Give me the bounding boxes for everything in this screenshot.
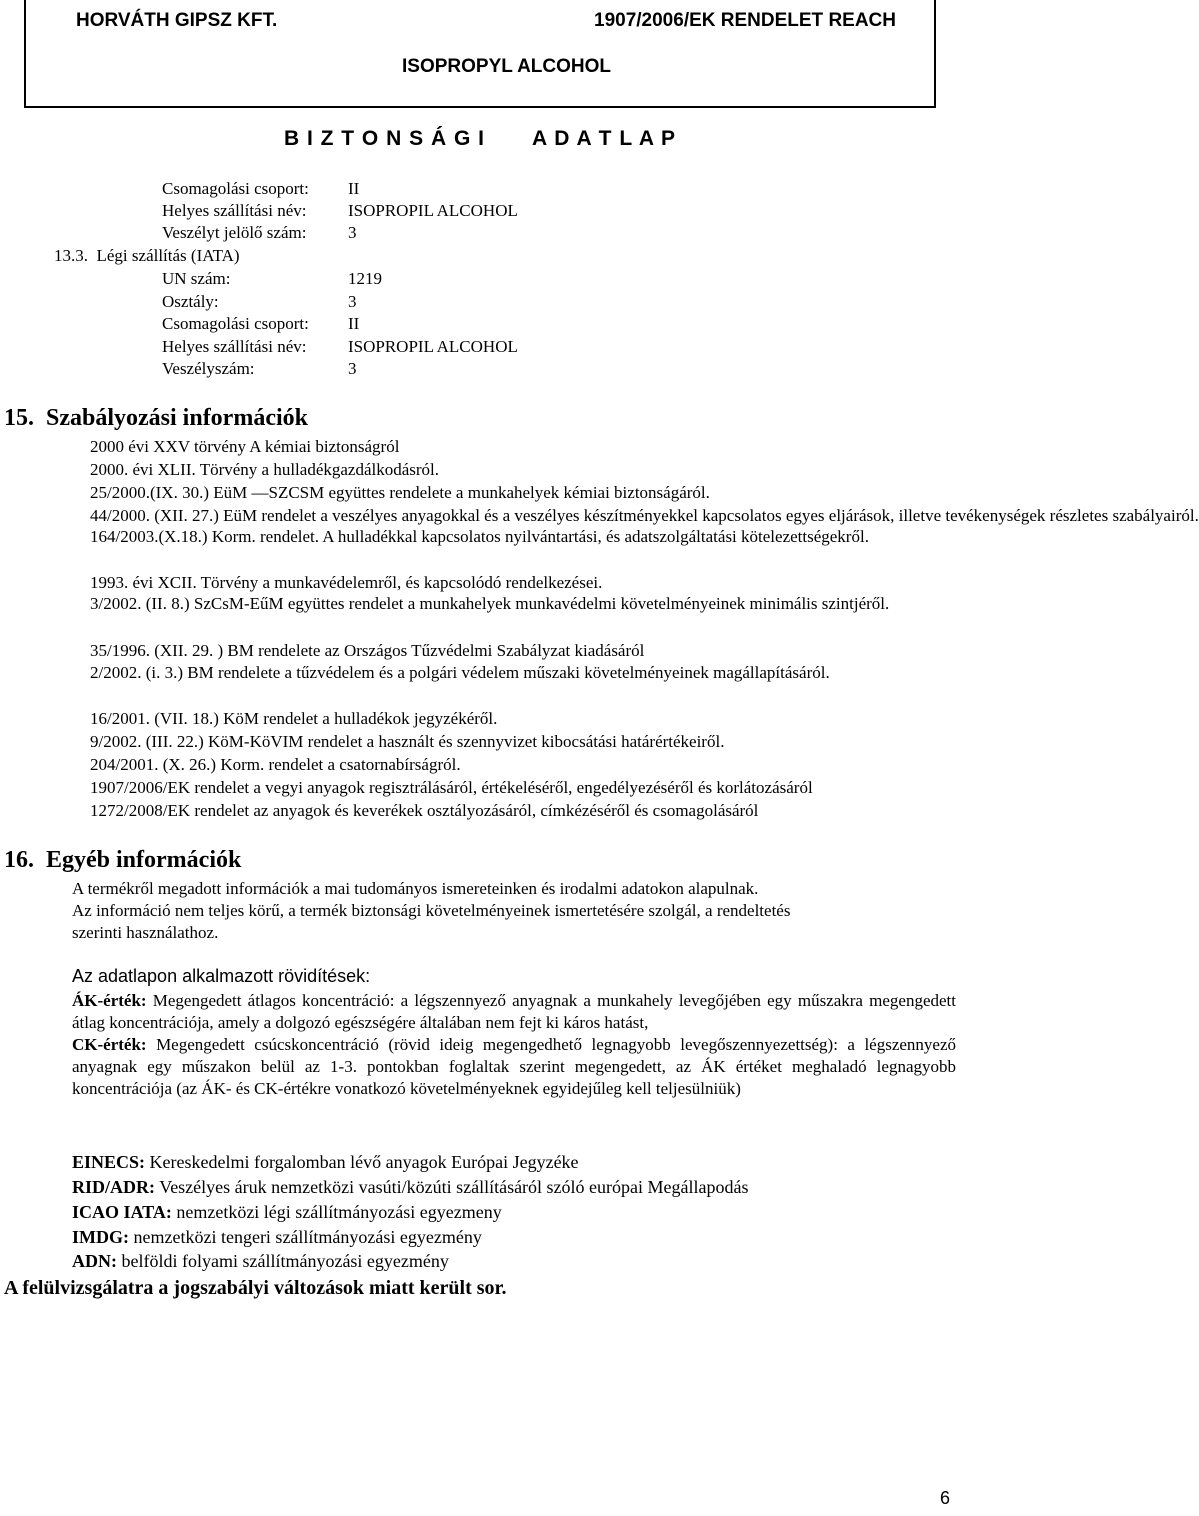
- transport-label: Veszélyszám:: [162, 359, 255, 378]
- ak-definition: [72, 990, 956, 1034]
- transport-value: 3: [348, 223, 357, 242]
- regulation-title: 1907/2006/EK RENDELET REACH: [594, 10, 896, 31]
- regulation-item: 164/2003.(X.18.) Korm. rendelet. A hulladékkal kapcsolatos nyilvántartási, és adatszolgáltatási kötelezettségekről.: [90, 527, 869, 546]
- regulation-item: 2000 évi XXV törvény A kémiai biztonságról: [90, 437, 400, 456]
- abbreviation-text: Kereskedelmi forgalomban lévő anyagok Európai Jegyzéke: [149, 1152, 579, 1172]
- regulation-item: 1993. évi XCII. Törvény a munkavédelemről, és kapcsolódó rendelkezései.: [90, 573, 603, 592]
- transport-label: Helyes szállítási név:: [162, 201, 307, 220]
- regulation-item: 44/2000. (XII. 27.) EüM rendelet a veszélyes anyagokkal és a veszélyes készítményekkel kapcsolatos egyes eljárások, illetve tevékenységek részletes szabályairól.: [90, 506, 1199, 525]
- regulation-item: 35/1996. (XII. 29. ) BM rendelete az Országos Tűzvédelmi Szabályzat kiadásáról: [90, 641, 645, 660]
- regulation-item: 1907/2006/EK rendelet a vegyi anyagok regisztrálásáról, értékeléséről, engedélyezéséről és korlátozásáról: [90, 778, 813, 797]
- regulation-item: 3/2002. (II. 8.) SzCsM-EűM együttes rendelet a munkahelyek munkavédelmi követelményeinek minimális szintjéről.: [90, 594, 890, 613]
- abbreviation-item: [72, 1227, 482, 1248]
- regulation-item: 2/2002. (i. 3.) BM rendelete a tűzvédelem és a polgári védelem műszaki követelményeinek magállapításáról.: [90, 663, 830, 682]
- transport-label: Csomagolási csoport:: [162, 179, 309, 198]
- transport-value: II: [348, 179, 360, 198]
- transport-value: 1219: [348, 269, 382, 288]
- abbreviation-text: belföldi folyami szállítmányozási egyezmény: [121, 1251, 449, 1271]
- transport-label: Veszélyt jelölő szám:: [162, 223, 307, 242]
- page-number: 6: [940, 1488, 951, 1508]
- transport-label: Osztály:: [162, 292, 219, 311]
- abbreviation-item: [72, 1202, 502, 1223]
- ck-text: Megengedett csúcskoncentráció (rövid ideig megengedhető legnagyobb levegőszennyezettség): a légszennyező anyagnak egy műszakon belül az 1-3. pontokban foglaltak szerint megengedett, az ÁK értéket meghaladó legnagyobb koncentrációja (az ÁK- és CK-értékre vonatkozó követelményeknek egyidejűleg kell teljesülniük): [72, 1035, 957, 1098]
- abbreviation-text: nemzetközi légi szállítmányozási egyezmeny: [176, 1202, 502, 1222]
- abbreviation-term: IMDG:: [72, 1227, 129, 1247]
- revision-note: A felülvizsgálatra a jogszabályi változások miatt került sor.: [4, 1277, 507, 1299]
- air-transport-heading: 13.3. Légi szállítás (IATA): [54, 246, 240, 265]
- ck-definition: [72, 1034, 956, 1100]
- transport-label: Csomagolási csoport:: [162, 314, 309, 333]
- transport-value: ISOPROPIL ALCOHOL: [348, 201, 518, 220]
- ak-term: ÁK-érték:: [72, 991, 147, 1010]
- company-name: HORVÁTH GIPSZ KFT.: [76, 10, 278, 31]
- section-16-heading: 16. Egyéb információk: [4, 847, 242, 873]
- ck-term: CK-érték:: [72, 1035, 147, 1054]
- section-15-heading: 15. Szabályozási információk: [4, 405, 308, 431]
- regulation-item: 1272/2008/EK rendelet az anyagok és keverékek osztályozásáról, címkézéséről és csomagolásáról: [90, 801, 759, 820]
- transport-label: UN szám:: [162, 269, 231, 288]
- abbreviation-text: nemzetközi tengeri szállítmányozási egyezmény: [133, 1227, 482, 1247]
- document-title: B I Z T O N S Á G I A D A T L A P: [283, 127, 677, 150]
- abbreviation-text: Veszélyes áruk nemzetközi vasúti/közúti szállításáról szóló európai Megállapodás: [159, 1177, 749, 1197]
- abbreviation-term: ADN:: [72, 1251, 117, 1271]
- info-paragraph: A termékről megadott információk a mai tudományos ismereteinken és irodalmi adatokon alapulnak.: [72, 879, 759, 898]
- regulation-item: 204/2001. (X. 26.) Korm. rendelet a csatornabírságról.: [90, 755, 461, 774]
- product-name: ISOPROPYL ALCOHOL: [402, 56, 612, 77]
- regulation-item: 9/2002. (III. 22.) KöM-KöVIM rendelet a használt és szennyvizet kibocsátási határértékeiről.: [90, 732, 725, 751]
- transport-value: 3: [348, 292, 357, 311]
- transport-value: ISOPROPIL ALCOHOL: [348, 337, 518, 356]
- transport-label: Helyes szállítási név:: [162, 337, 307, 356]
- abbreviation-item: [72, 1152, 579, 1173]
- abbreviation-item: [72, 1251, 449, 1272]
- ak-text: Megengedett átlagos koncentráció: a légszennyező anyagnak a munkahely levegőjében egy műszakra megengedett átlag koncentrációja, amely a dolgozó egészségére általában nem fejt ki káros hatást,: [72, 991, 956, 1032]
- transport-value: II: [348, 314, 360, 333]
- regulation-item: 2000. évi XLII. Törvény a hulladékgazdálkodásról.: [90, 460, 440, 479]
- abbreviations-heading: Az adatlapon alkalmazott rövidítések:: [72, 966, 371, 986]
- abbreviation-item: [72, 1177, 749, 1198]
- info-paragraph: Az információ nem teljes körű, a termék biztonsági követelményeinek ismertetésére szolgál, a rendeltetés szerinti használathoz.: [72, 901, 791, 942]
- abbreviation-term: RID/ADR:: [72, 1177, 155, 1197]
- regulation-item: 16/2001. (VII. 18.) KöM rendelet a hulladékok jegyzékéről.: [90, 709, 498, 728]
- abbreviation-term: ICAO IATA:: [72, 1202, 172, 1222]
- regulation-item: 25/2000.(IX. 30.) EüM ―SZCSM együttes rendelete a munkahelyek kémiai biztonságáról.: [90, 483, 710, 502]
- abbreviation-term: EINECS:: [72, 1152, 146, 1172]
- transport-value: 3: [348, 359, 357, 378]
